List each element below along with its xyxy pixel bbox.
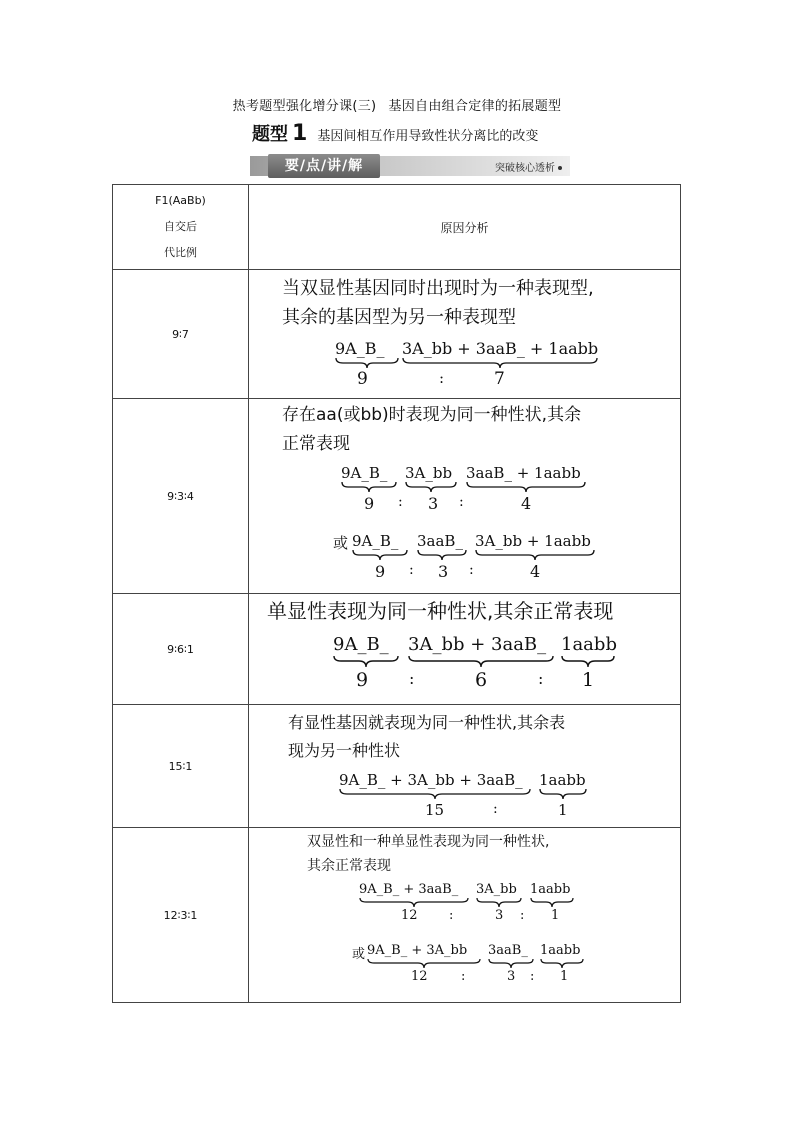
ratio-colon: : [459, 494, 464, 510]
ratio-count: 3 [438, 562, 449, 581]
underbrace-icon [402, 357, 598, 369]
genotype-group: 1aabb [539, 771, 586, 789]
analysis-line: 其余正常表现 [307, 858, 391, 874]
underbrace-icon [359, 897, 469, 908]
underbrace-icon [466, 481, 586, 493]
genotype-group: 1aabb [530, 882, 571, 897]
ratio-colon: : [469, 562, 474, 578]
genotype-group: 3aaB_ [488, 943, 528, 958]
header-left-line-3: 代比例 [164, 246, 197, 259]
table-row [113, 270, 681, 399]
ratio-count: 9 [375, 562, 386, 581]
analysis-line: 现为另一种性状 [288, 741, 401, 760]
banner-sub-label [495, 159, 562, 174]
genotype-group: 1aabb [540, 943, 581, 958]
analysis-cell [249, 705, 681, 828]
underbrace-icon [335, 357, 399, 369]
genotype-group: 3A_bb + 3aaB_ + 1aabb [402, 339, 599, 358]
ratio-count: 9 [356, 669, 369, 691]
analysis-cell [249, 270, 681, 399]
genotype-group: 9A_B_ + 3A_bb [367, 943, 468, 958]
ratio-colon: : [461, 969, 466, 984]
ratio-count: 12 [401, 908, 418, 923]
or-prefix: 或 [352, 947, 366, 962]
genotype-group: 9A_B_ + 3aaB_ [359, 882, 459, 897]
genotype-group: 9A_B_ + 3A_bb + 3aaB_ [339, 771, 523, 789]
ratio-count: 1 [560, 969, 569, 984]
underbrace-icon [333, 655, 399, 668]
analysis-cell [249, 828, 681, 1003]
table-row [113, 594, 681, 705]
ratio-count: 4 [530, 562, 541, 581]
ratio-count: 1 [582, 669, 595, 691]
underbrace-icon [561, 655, 615, 668]
underbrace-icon [341, 481, 397, 493]
analysis-line: 双显性和一种单显性表现为同一种性状, [307, 834, 550, 850]
ratio-colon: : [520, 908, 525, 923]
analysis-line: 单显性表现为同一种性状,其余正常表现 [267, 599, 614, 623]
header-left-line-2: 自交后 [164, 220, 197, 233]
ratio-colon: : [409, 562, 414, 578]
ratio-colon: : [398, 494, 403, 510]
table-row [113, 399, 681, 594]
underbrace-icon [408, 655, 554, 668]
genotype-group: 9A_B_ [341, 464, 388, 482]
ratio-count: 15 [425, 801, 445, 819]
analysis-line: 存在aa(或bb)时表现为同一种性状,其余 [282, 405, 582, 425]
ratio-cell: 9∶3∶4 [113, 399, 249, 594]
underbrace-icon [475, 549, 595, 561]
table-row [113, 828, 681, 1003]
underbrace-icon [488, 958, 534, 969]
underbrace-icon [476, 897, 522, 908]
genotype-group: 1aabb [561, 634, 617, 655]
ratio-count: 4 [521, 494, 532, 513]
underbrace-icon [367, 958, 481, 969]
analysis-line: 当双显性基因同时出现时为一种表现型, [282, 278, 594, 299]
banner-main-label: 要/点/讲/解 [268, 154, 380, 178]
header-ratio-cell [113, 185, 249, 270]
genotype-group: 3aaB_ [417, 532, 463, 550]
header-analysis-cell: 原因分析 [249, 185, 681, 270]
underbrace-icon [417, 549, 467, 561]
underbrace-icon [339, 788, 531, 800]
question-type-heading [252, 120, 538, 148]
analysis-cell [249, 594, 681, 705]
analysis-line: 其余的基因型为另一种表现型 [282, 307, 516, 328]
underbrace-icon [405, 481, 457, 493]
ratio-count: 7 [494, 369, 505, 389]
title-left: 热考题型强化增分课(三) [232, 99, 377, 114]
ratio-table [112, 184, 681, 1003]
ratio-count: 9 [357, 369, 368, 389]
genotype-group: 9A_B_ [333, 634, 389, 655]
genotype-group: 3A_bb [476, 882, 517, 897]
underbrace-icon [530, 897, 574, 908]
analysis-line: 正常表现 [282, 434, 350, 454]
ratio-count: 3 [507, 969, 516, 984]
ratio-count: 1 [558, 801, 568, 819]
genotype-group: 3A_bb [405, 464, 453, 482]
table-row [113, 705, 681, 828]
ratio-count: 3 [495, 908, 504, 923]
genotype-group: 3A_bb + 1aabb [475, 532, 591, 550]
table-header-row [113, 185, 681, 270]
ratio-count: 9 [364, 494, 375, 513]
ratio-count: 1 [551, 908, 560, 923]
ratio-colon: : [409, 669, 415, 688]
section-banner [250, 156, 570, 176]
ratio-cell: 9∶6∶1 [113, 594, 249, 705]
ratio-colon: : [538, 669, 544, 688]
ratio-cell: 9∶7 [113, 270, 249, 399]
type-description: 基因间相互作用导致性状分离比的改变 [317, 129, 539, 144]
title-right: 基因自由组合定律的拓展题型 [388, 99, 562, 114]
genotype-group: 9A_B_ [352, 532, 399, 550]
ratio-count: 6 [475, 669, 488, 691]
analysis-cell [249, 399, 681, 594]
underbrace-icon [539, 788, 587, 800]
ratio-colon: : [493, 801, 498, 817]
or-prefix: 或 [333, 534, 349, 552]
page-title [0, 95, 794, 114]
ratio-colon: : [439, 369, 445, 387]
ratio-colon: : [530, 969, 535, 984]
type-number: 1 [292, 121, 308, 146]
underbrace-icon [352, 549, 408, 561]
genotype-group: 9A_B_ [335, 339, 385, 358]
genotype-group: 3aaB_ + 1aabb [466, 464, 581, 482]
ratio-count: 3 [428, 494, 439, 513]
type-label: 题型 [252, 124, 288, 145]
ratio-cell: 12∶3∶1 [113, 828, 249, 1003]
analysis-line: 有显性基因就表现为同一种性状,其余表 [288, 713, 566, 732]
ratio-count: 12 [411, 969, 428, 984]
banner-sub-text: 突破核心透析 [495, 163, 555, 174]
ratio-cell: 15∶1 [113, 705, 249, 828]
underbrace-icon [540, 958, 584, 969]
header-left-line-1: F1(AaBb) [155, 194, 206, 207]
ratio-colon: : [449, 908, 454, 923]
genotype-group: 3A_bb + 3aaB_ [408, 634, 547, 655]
bullet-dot-icon [558, 166, 562, 170]
